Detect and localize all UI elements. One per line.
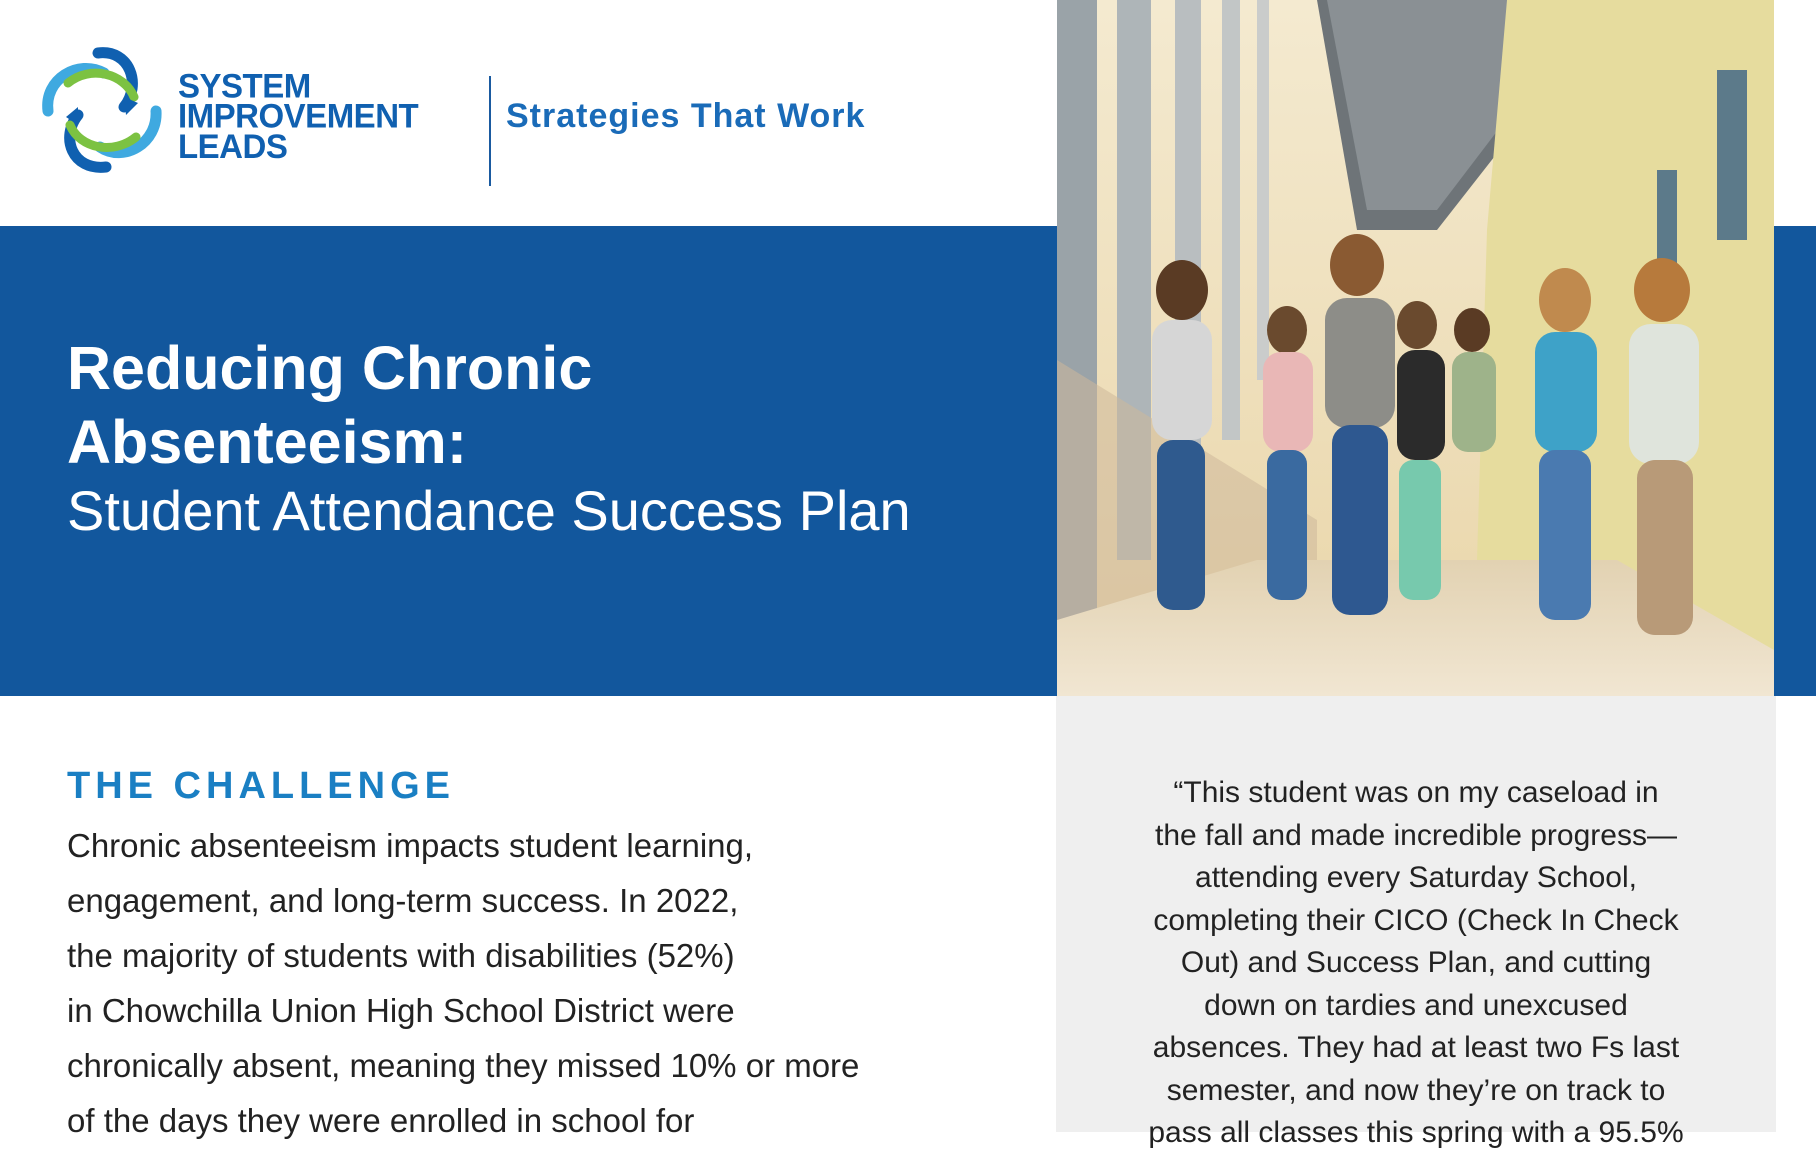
challenge-heading: THE CHALLENGE (67, 765, 455, 807)
challenge-line: chronically absent, meaning they missed 10% or more (67, 1047, 860, 1084)
title-line-1: Reducing Chronic (67, 334, 593, 402)
challenge-line: of the days they were enrolled in school for (67, 1102, 695, 1139)
quote-line: pass all classes this spring with a 95.5% (1148, 1116, 1684, 1149)
banner-edge-strip (1774, 226, 1816, 696)
title-line-2: Absenteeism: (67, 408, 468, 476)
challenge-line: in Chowchilla Union High School District were (67, 992, 735, 1029)
tagline: Strategies That Work (506, 97, 866, 135)
quote-line: the fall and made incredible progress— (1155, 818, 1677, 852)
logo-divider (489, 76, 491, 186)
quote-line: down on tardies and unexcused (1204, 988, 1628, 1022)
quote-line: absences. They had at least two Fs last (1152, 1031, 1680, 1064)
quote-line: “This student was on my caseload in (1173, 776, 1659, 809)
quote-line: attending every Saturday School, (1195, 861, 1637, 894)
system-improvement-leads-logo-icon (38, 45, 166, 175)
logo-wordmark (178, 65, 419, 166)
title-banner (0, 226, 1057, 696)
logo-line-3: LEADS (178, 126, 288, 166)
logo-line-1: SYSTEM (178, 65, 311, 105)
photo-illustration-icon (1057, 0, 1774, 696)
header (0, 0, 1057, 226)
challenge-line: engagement, and long-term success. In 2022, (67, 882, 739, 919)
page-subtitle: Student Attendance Success Plan (67, 479, 911, 542)
quote-panel (1056, 696, 1776, 1149)
page-title (67, 331, 592, 479)
quote-line: semester, and now they’re on track to (1166, 1073, 1666, 1107)
quote-line: completing their CICO (Check In Check (1153, 903, 1679, 937)
challenge-paragraph (67, 818, 1007, 1148)
logo-line-2: IMPROVEMENT (178, 96, 419, 136)
testimonial-quote (1096, 772, 1736, 1155)
challenge-line: Chronic absenteeism impacts student learning, (67, 827, 754, 864)
quote-line: Out) and Success Plan, and cutting (1180, 946, 1652, 979)
challenge-line: the majority of students with disabilities (52%) (67, 937, 735, 974)
students-running-photo (1057, 0, 1774, 696)
